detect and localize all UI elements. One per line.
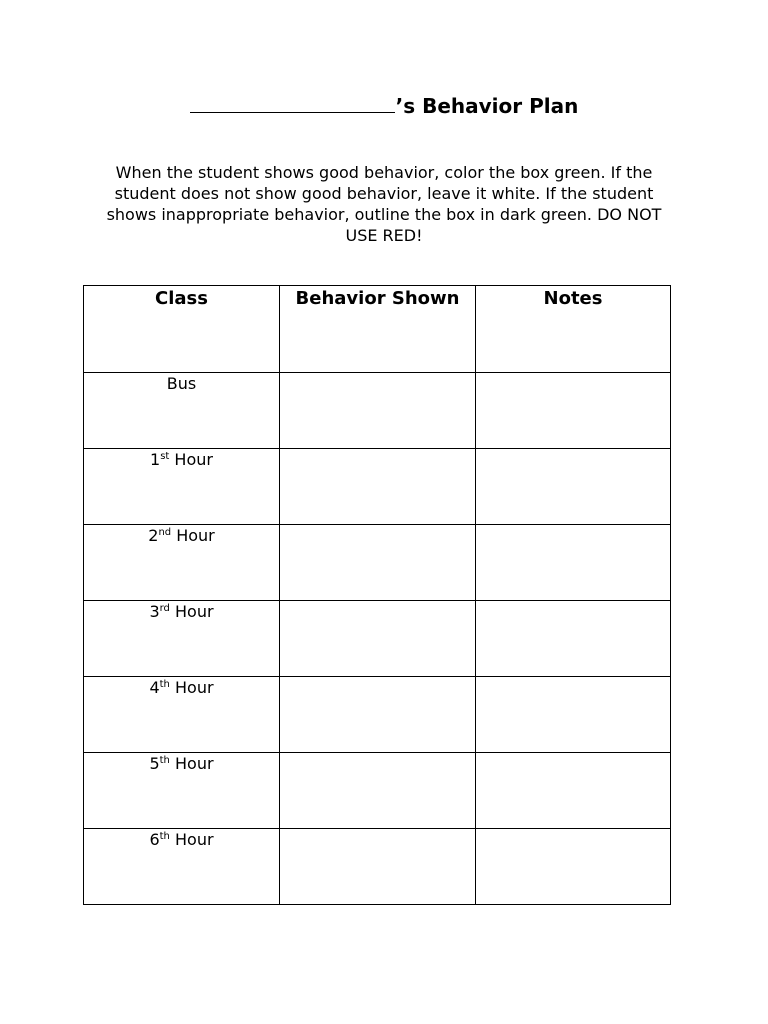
class-label-text: Hour <box>169 450 213 469</box>
ordinal-suffix: th <box>159 679 170 690</box>
class-label-text: Hour <box>169 602 214 621</box>
behavior-shown-cell[interactable] <box>280 373 476 449</box>
notes-cell[interactable] <box>476 829 671 905</box>
class-label-text: Hour <box>169 754 214 773</box>
class-label <box>149 678 213 697</box>
class-label-text: Hour <box>171 526 215 545</box>
class-number: 6 <box>149 830 160 849</box>
class-cell <box>84 677 280 753</box>
class-label <box>149 602 213 621</box>
notes-cell[interactable] <box>476 525 671 601</box>
table-header-row <box>84 286 671 373</box>
table-row <box>84 525 671 601</box>
table-row <box>84 829 671 905</box>
class-number: 1 <box>150 450 161 469</box>
class-cell <box>84 829 280 905</box>
behavior-table <box>83 285 671 905</box>
class-cell <box>84 601 280 677</box>
behavior-shown-cell[interactable] <box>280 601 476 677</box>
class-cell <box>84 753 280 829</box>
notes-cell[interactable] <box>476 601 671 677</box>
class-label <box>149 754 213 773</box>
table-row <box>84 449 671 525</box>
table-row <box>84 753 671 829</box>
class-number: 4 <box>149 678 160 697</box>
class-label-text: Bus <box>166 374 197 393</box>
class-label-text: Hour <box>169 678 214 697</box>
student-name-blank <box>190 92 395 113</box>
page-title <box>0 92 768 118</box>
notes-cell[interactable] <box>476 753 671 829</box>
class-label <box>149 830 213 849</box>
class-cell <box>84 449 280 525</box>
ordinal-suffix: rd <box>159 603 170 614</box>
column-header-class: Class <box>84 286 280 373</box>
class-label <box>167 374 196 393</box>
ordinal-suffix: th <box>159 755 170 766</box>
ordinal-suffix: st <box>160 451 170 462</box>
page-title-text: ’s Behavior Plan <box>395 94 579 118</box>
table-row <box>84 677 671 753</box>
class-number: 2 <box>148 526 159 545</box>
class-number: 5 <box>149 754 160 773</box>
table-row <box>84 601 671 677</box>
behavior-shown-cell[interactable] <box>280 525 476 601</box>
notes-cell[interactable] <box>476 373 671 449</box>
class-label <box>150 450 213 469</box>
class-cell <box>84 525 280 601</box>
instructions-text: When the student shows good behavior, color the box green. If the student does not show good behavior, leave it white. If the student shows inappropriate behavior, outline the box in dark green. DO NOT USE RED! <box>106 163 662 245</box>
notes-cell[interactable] <box>476 677 671 753</box>
behavior-shown-cell[interactable] <box>280 449 476 525</box>
notes-cell[interactable] <box>476 449 671 525</box>
ordinal-suffix: th <box>159 831 170 842</box>
class-label <box>148 526 215 545</box>
table-row <box>84 373 671 449</box>
behavior-shown-cell[interactable] <box>280 677 476 753</box>
column-header-behavior-shown: Behavior Shown <box>280 286 476 373</box>
ordinal-suffix: nd <box>158 527 172 538</box>
column-header-notes: Notes <box>476 286 671 373</box>
behavior-shown-cell[interactable] <box>280 753 476 829</box>
class-number: 3 <box>149 602 160 621</box>
table-body <box>84 373 671 905</box>
behavior-shown-cell[interactable] <box>280 829 476 905</box>
class-label-text: Hour <box>169 830 214 849</box>
class-cell <box>84 373 280 449</box>
